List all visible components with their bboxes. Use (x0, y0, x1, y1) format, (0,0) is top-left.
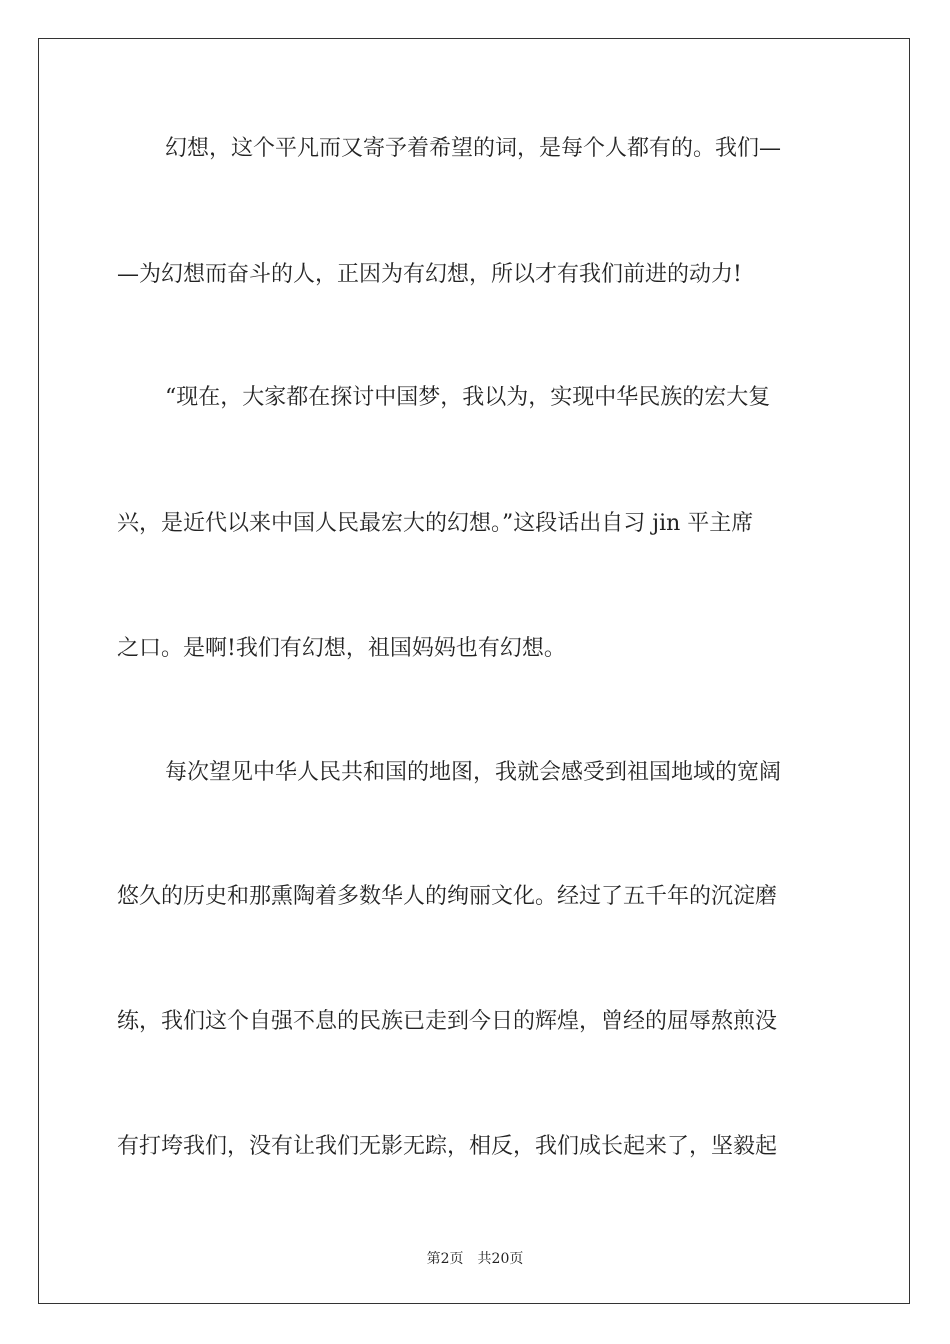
page-footer (0, 1248, 950, 1268)
paragraph-line: 兴，是近代以来中国人民最宏大的幻想。”这段话出自习 jin 平主席 (117, 511, 754, 536)
paragraph-line: 练，我们这个自强不息的民族已走到今日的辉煌，曾经的屈辱熬煎没 (117, 1009, 778, 1034)
page-number: 第2页 (426, 1251, 464, 1267)
paragraph-line: 每次望见中华人民共和国的地图，我就会感受到祖国地域的宽阔 (165, 760, 782, 785)
paragraph-line: 有打垮我们，没有让我们无影无踪，相反，我们成长起来了，坚毅起 (117, 1134, 778, 1159)
paragraph-line: 之口。是啊!我们有幻想，祖国妈妈也有幻想。 (117, 636, 566, 661)
page-border (38, 38, 910, 1304)
paragraph-line: —为幻想而奋斗的人，正因为有幻想，所以才有我们前进的动力! (117, 262, 742, 287)
page-total: 共20页 (477, 1251, 524, 1267)
paragraph-line: 悠久的历史和那熏陶着多数华人的绚丽文化。经过了五千年的沉淀磨 (117, 884, 778, 909)
paragraph-line: “现在，大家都在探讨中国梦，我以为，实现中华民族的宏大复 (165, 385, 771, 410)
paragraph-line: 幻想，这个平凡而又寄予着希望的词，是每个人都有的。我们— (165, 136, 782, 161)
